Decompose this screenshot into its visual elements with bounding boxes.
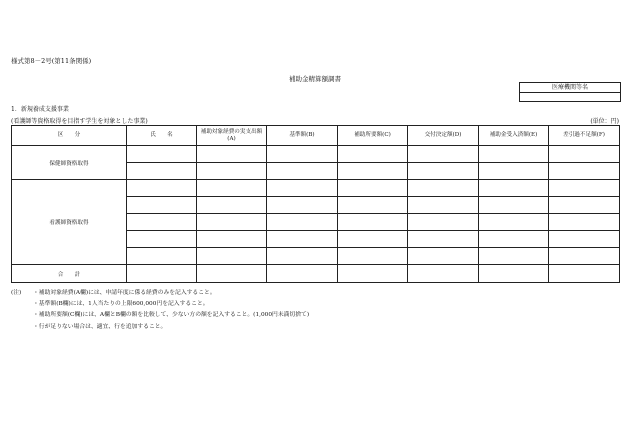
difference-cell[interactable] [549, 146, 620, 163]
note-item: ・基準額(B欄)には、1人当たりの上限600,000円を記入すること。 [33, 301, 209, 308]
required-cell[interactable] [338, 197, 408, 214]
standard-cell[interactable] [267, 231, 338, 248]
table-header-row [12, 126, 620, 146]
institution-name-field[interactable] [520, 93, 620, 101]
total-name-cell[interactable] [127, 265, 197, 283]
notes-label: (注) [11, 290, 22, 296]
decided-cell[interactable] [408, 248, 479, 265]
received-cell[interactable] [479, 163, 549, 180]
note-item: ・補助対象経費(A欄)には、申請年度に係る経費のみを記入すること。 [33, 290, 216, 296]
form-number: 様式第8－2号(第11条関係) [11, 57, 92, 65]
note-row [11, 310, 309, 321]
expense-cell[interactable] [197, 197, 267, 214]
standard-cell[interactable] [267, 248, 338, 265]
expense-cell[interactable] [197, 163, 267, 180]
difference-cell[interactable] [549, 214, 620, 231]
decided-cell[interactable] [408, 197, 479, 214]
header-name: 氏 名 [127, 126, 197, 146]
total-decided-cell[interactable] [408, 265, 479, 283]
name-cell[interactable] [127, 197, 197, 214]
difference-cell[interactable] [549, 248, 620, 265]
header-category: 区 分 [12, 126, 127, 146]
received-cell[interactable] [479, 214, 549, 231]
received-cell[interactable] [479, 180, 549, 197]
name-cell[interactable] [127, 180, 197, 197]
header-difference: 差引過不足額(F) [549, 126, 620, 146]
category-cell: 看護師資格取得 [12, 180, 127, 265]
total-received-cell[interactable] [479, 265, 549, 283]
institution-box [519, 82, 621, 102]
difference-cell[interactable] [549, 163, 620, 180]
note-item: ・補助所要額(C欄)には、A欄とB欄の額を比較して、少ない方の額を記入すること。(1,000円未満切捨て) [33, 312, 310, 319]
header-required: 補助所要額(C) [338, 126, 408, 146]
total-expense-cell[interactable] [197, 265, 267, 283]
header-standard: 基準額(B) [267, 126, 338, 146]
difference-cell[interactable] [549, 197, 620, 214]
difference-cell[interactable] [549, 231, 620, 248]
unit-label: (単位：円) [590, 118, 619, 125]
expense-cell[interactable] [197, 248, 267, 265]
required-cell[interactable] [338, 248, 408, 265]
table-row [12, 180, 620, 197]
received-cell[interactable] [479, 231, 549, 248]
note-row [11, 288, 309, 299]
difference-cell[interactable] [549, 180, 620, 197]
name-cell[interactable] [127, 214, 197, 231]
total-standard-cell[interactable] [267, 265, 338, 283]
standard-cell[interactable] [267, 146, 338, 163]
expense-cell[interactable] [197, 146, 267, 163]
notes [11, 288, 309, 333]
header-expense: 補助対象経費の実支出額(A) [197, 126, 267, 146]
total-required-cell[interactable] [338, 265, 408, 283]
received-cell[interactable] [479, 146, 549, 163]
decided-cell[interactable] [408, 163, 479, 180]
total-difference-cell[interactable] [549, 265, 620, 283]
decided-cell[interactable] [408, 231, 479, 248]
header-received: 補助金受入済額(E) [479, 126, 549, 146]
required-cell[interactable] [338, 214, 408, 231]
total-row [12, 265, 620, 283]
note-row [11, 322, 309, 333]
category-cell: 保健師資格取得 [12, 146, 127, 180]
expense-cell[interactable] [197, 231, 267, 248]
required-cell[interactable] [338, 180, 408, 197]
decided-cell[interactable] [408, 180, 479, 197]
header-decided: 交付決定額(D) [408, 126, 479, 146]
required-cell[interactable] [338, 163, 408, 180]
standard-cell[interactable] [267, 163, 338, 180]
note-row [11, 299, 309, 310]
institution-label: 医療機関等名 [520, 83, 620, 93]
note-item: ・行が足りない場合は、適宜、行を追加すること。 [33, 323, 167, 330]
section-heading: 1．新規養成支援事業 [11, 106, 69, 113]
table-row [12, 146, 620, 163]
decided-cell[interactable] [408, 146, 479, 163]
name-cell[interactable] [127, 231, 197, 248]
standard-cell[interactable] [267, 214, 338, 231]
name-cell[interactable] [127, 248, 197, 265]
name-cell[interactable] [127, 163, 197, 180]
received-cell[interactable] [479, 197, 549, 214]
section-subtitle: (看護師等資格取得を目指す学生を対象とした事業) [11, 118, 148, 125]
required-cell[interactable] [338, 146, 408, 163]
standard-cell[interactable] [267, 180, 338, 197]
name-cell[interactable] [127, 146, 197, 163]
expense-cell[interactable] [197, 214, 267, 231]
table-body [12, 146, 620, 283]
settlement-table [11, 125, 620, 283]
expense-cell[interactable] [197, 180, 267, 197]
document-title: 補助金精算額調書 [289, 75, 341, 83]
received-cell[interactable] [479, 248, 549, 265]
decided-cell[interactable] [408, 214, 479, 231]
total-label: 合 計 [12, 265, 127, 283]
required-cell[interactable] [338, 231, 408, 248]
standard-cell[interactable] [267, 197, 338, 214]
